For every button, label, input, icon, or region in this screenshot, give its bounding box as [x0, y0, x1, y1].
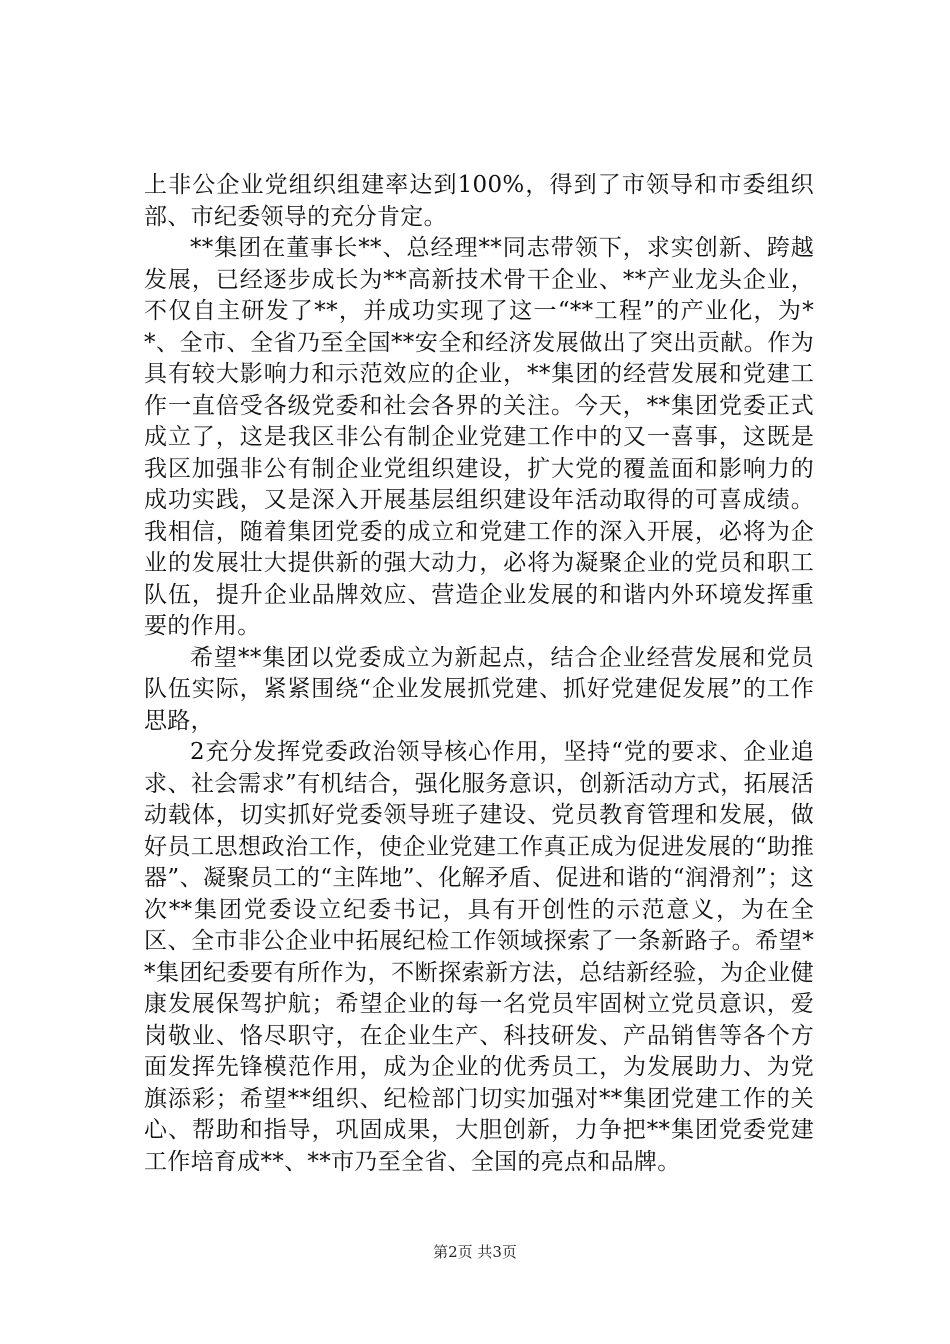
paragraph-3: 希望**集团以党委成立为新起点，结合企业经营发展和党员队伍实际，紧紧围绕“企业发展抓党建、抓好党建促发展”的工作思路，: [144, 644, 814, 734]
document-body: [144, 170, 814, 1178]
paragraph-1: 上非公企业党组织组建率达到100%，得到了市领导和市委组织部、市纪委领导的充分肯定。: [144, 172, 814, 230]
paragraph-4: 2充分发挥党委政治领导核心作用，坚持“党的要求、企业追求、社会需求”有机结合，强化服务意识，创新活动方式，拓展活动载体，切实抓好党委领导班子建设、党员教育管理和发展，做好员工思想政治工作，使企业党建工作真正成为促进发展的“助推器”、凝聚员工的“主阵地”、化解矛盾、促进和谐的“润滑剂”；这次**集团党委设立纪委书记，具有开创性的示范意义，为在全区、全市非公企业中拓展纪检工作领域探索了一条新路子。希望**集团纪委要有所作为，不断探索新方法，总结新经验，为企业健康发展保驾护航；希望企业的每一名党员牢固树立党员意识，爱岗敬业、恪尽职守，在企业生产、科技研发、产品销售等各个方面发挥先锋模范作用，成为企业的优秀员工，为发展助力、为党旗添彩；希望**组织、纪检部门切实加强对**集团党建工作的关心、帮助和指导，巩固成果，大胆创新，力争把**集团党委党建工作培育成**、**市乃至全省、全国的亮点和品牌。: [144, 739, 814, 1175]
page-number-footer: 第2页 共3页: [433, 1243, 517, 1261]
paragraph-2: **集团在董事长**、总经理**同志带领下，求实创新、跨越发展，已经逐步成长为**高新技术骨干企业、**产业龙头企业，不仅自主研发了**，并成功实现了这一“**工程”的产业化，为**、全市、全省乃至全国**安全和经济发展做出了突出贡献。作为具有较大影响力和示范效应的企业，**集团的经营发展和党建工作一直倍受各级党委和社会各界的关注。今天，**集团党委正式成立了，这是我区非公有制企业党建工作中的又一喜事，这既是我区加强非公有制企业党组织建设，扩大党的覆盖面和影响力的成功实践，又是深入开展基层组织建设年活动取得的可喜成绩。我相信，随着集团党委的成立和党建工作的深入开展，必将为企业的发展壮大提供新的强大动力，必将为凝聚企业的党员和职工队伍，提升企业品牌效应、营造企业发展的和谐内外环境发挥重要的作用。: [144, 235, 814, 639]
